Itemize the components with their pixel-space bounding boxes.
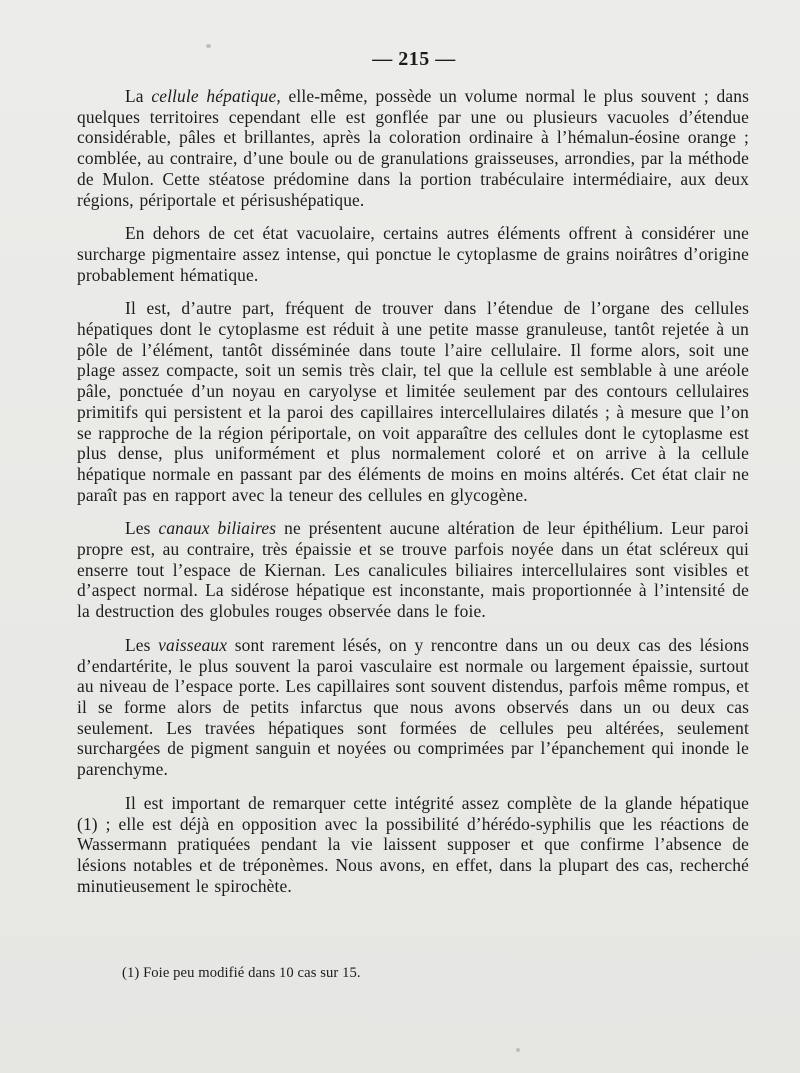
paragraph-text: ne présentent aucune altération de leur épithélium. Leur paroi propre est, au contraire, très épaissie et se trouve parfois noyée dans un état scléreux qui enserre tout l’espace de Kiernan. Les canalicules biliaires intercellulaires sont visibles et d’aspect normal. La sidérose hépatique est inconstante, mais proportionnée à l’intensité de la destruction des globules rouges observée dans le foie. [77, 518, 749, 622]
paper-speck [516, 1048, 520, 1052]
paragraph-text: Il est, d’autre part, fréquent de trouver dans l’étendue de l’organe des cellules hépatiques dont le cytoplasme est réduit à une petite masse granuleuse, tantôt rejetée à un pôle de l’élément, tantôt disséminée dans toute l’aire cellulaire. Il forme alors, soit une plage assez compacte, soit un semis très clair, tel que la cellule est semblable à une aréole pâle, ponctuée d’un noyau en caryolyse et limitée seulement par des contours cellulaires primitifs qui persistent et la paroi des capillaires intercellulaires dilatés ; à mesure que l’on se rapproche de la région périportale, on voit apparaître des cellules dont le cytoplasme est plus dense, plus uniformément et plus normalement coloré et on arrive à la cellule hépatique normale en passant par des éléments de moins en moins altérés. Cet état clair ne paraît pas en rapport avec la teneur des cellules en glycogène. [77, 298, 749, 505]
paper-speck [206, 44, 211, 48]
paragraph-text: Il est important de remarquer cette intégrité assez complète de la glande hépatique (1) ; elle est déjà en opposition avec la possibilité d’hérédo-syphilis que les réactions de Wassermann pratiquées pendant la vie laissent supposer et que confirme l’absence de lésions notables et de tréponèmes. Nous avons, en effet, dans la plupart des cas, recherché minutieusement le spirochète. [77, 792, 749, 896]
paragraph-text: sont rarement lésés, on y rencontre dans un ou deux cas des lésions d’endartérite, le plus souvent la paroi vasculaire est normale ou largement épaissie, surtout au niveau de l’espace porte. Les capillaires sont souvent distendus, parfois même rompus, et il se forme alors de petits infarctus que nous avons observés dans un ou deux cas seulement. Les travées hépatiques sont formées de cellules peu altérées, seulement surchargées de pigment sanguin et noyées ou comprimées par l’épanchement qui inonde le parenchyme. [77, 634, 750, 780]
paragraph-vaisseaux [77, 635, 749, 780]
paragraph-etat-vacuolaire [77, 223, 749, 285]
paragraph-text: Les [125, 634, 159, 655]
footnote: (1) Foie peu modifié dans 10 cas sur 15. [122, 965, 361, 981]
page-number: — 215 — [372, 48, 456, 70]
paragraph-integrite [77, 793, 749, 897]
emphasis-term: canaux biliaires [158, 518, 277, 539]
body-text [77, 86, 749, 909]
emphasis-term: vaisseaux [158, 634, 228, 655]
emphasis-term: cellule hépatique, [151, 86, 281, 106]
paragraph-text: Les [125, 518, 159, 539]
paragraph-text: En dehors de cet état vacuolaire, certains autres éléments offrent à considérer une surcharge pigmentaire assez intense, qui ponctue le cytoplasme de grains noirâtres d’origine probablement hématique. [77, 223, 749, 285]
paragraph-cytoplasme [77, 298, 749, 505]
paragraph-text: elle-même, possède un volume normal le plus souvent ; dans quelques territoires cependant elle est gonflée par une ou plusieurs vacuoles d’étendue considérable, pâles et brillantes, après la coloration ordinaire à l’hémalun-éosine orange ; comblée, au contraire, d’une boule ou de granulations graisseuses, arrondies, par la méthode de Mulon. Cette stéatose prédomine dans la portion trabéculaire intermédiaire, aux deux régions, périportale et périsushépatique. [77, 86, 749, 210]
paragraph-cellule-hepatique [77, 86, 749, 210]
paragraph-text: La [125, 86, 152, 106]
paragraph-canaux-biliaires [77, 518, 749, 622]
